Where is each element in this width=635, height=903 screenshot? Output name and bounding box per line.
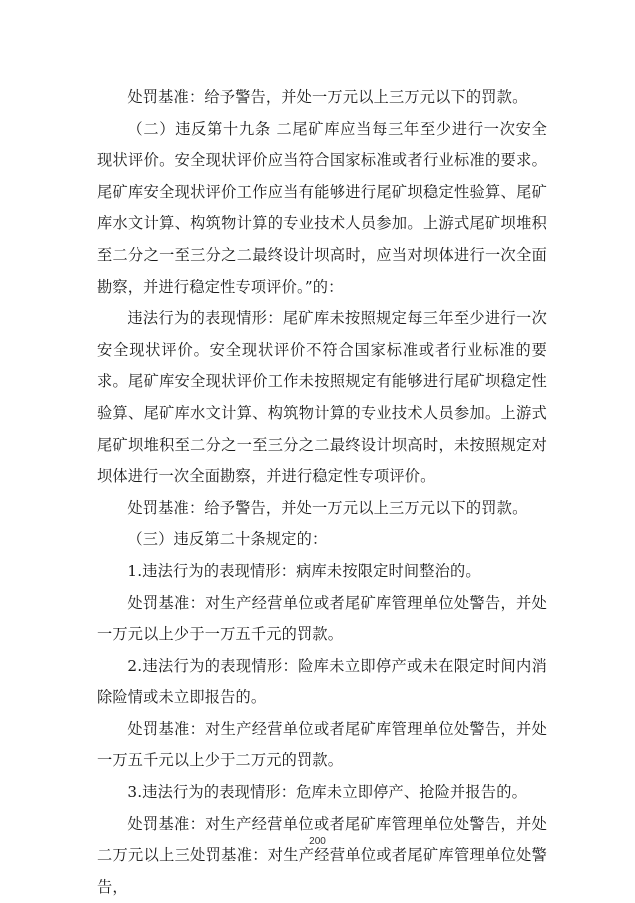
- paragraph-penalty-standard-2: 处罚基准：给予警告，并处一万元以上三万元以下的罚款。: [127, 498, 528, 517]
- paragraph-violation-description: 违法行为的表现情形：尾矿库未按照规定每三年至少进行一次安全现状评价。安全现状评价不符合国家标准或者行业标准的要求。尾矿库安全现状评价工作未按照规定有能够进行尾矿坝稳定性验算、尾矿库水文计算、构筑物计算的专业技术人员参加。上游式尾矿坝堆积至二分之一至三分之二最终设计坝高时，未按照规定对坝体进行一次全面勘察，并进行稳定性专项评价。: [97, 309, 547, 486]
- paragraph-violation-1: 1.违法行为的表现情形：病库未按限定时间整治的。: [127, 561, 481, 580]
- document-body: [97, 82, 547, 903]
- paragraph-violation-2: 2.违法行为的表现情形：险库未立即停产或未在限定时间内消除险情或未立即报告的。: [97, 656, 547, 707]
- paragraph-article-20-heading: （三）违反第二十条规定的：: [127, 530, 328, 549]
- paragraph-article-19: （二）违反第十九条 二尾矿库应当每三年至少进行一次安全现状评价。安全现状评价应当符合国家标准或者行业标准的要求。尾矿库安全现状评价工作应当有能够进行尾矿坝稳定性验算、尾矿库水文计算、构筑物计算的专业技术人员参加。上游式尾矿坝堆积至二分之一至三分之二最终设计坝高时，应当对坝体进行一次全面勘察，并进行稳定性专项评价。”的：: [97, 119, 547, 296]
- paragraph-penalty-standard-1: 处罚基准：给予警告，并处一万元以上三万元以下的罚款。: [127, 88, 528, 106]
- paragraph-penalty-1: 处罚基准：对生产经营单位或者尾矿库管理单位处警告，并处一万元以上少于一万五千元的罚款。: [97, 593, 547, 644]
- paragraph-violation-3: 3.违法行为的表现情形：危库未立即停产、抢险并报告的。: [127, 783, 527, 802]
- paragraph-penalty-3: 处罚基准：对生产经营单位或者尾矿库管理单位处警告，并处二万元以上三处罚基准：对生产经营单位或者尾矿库管理单位处警告，: [97, 814, 547, 896]
- page-number: 200: [309, 836, 326, 847]
- paragraph-penalty-2: 处罚基准：对生产经营单位或者尾矿库管理单位处警告，并处一万五千元以上少于二万元的罚款。: [97, 719, 547, 770]
